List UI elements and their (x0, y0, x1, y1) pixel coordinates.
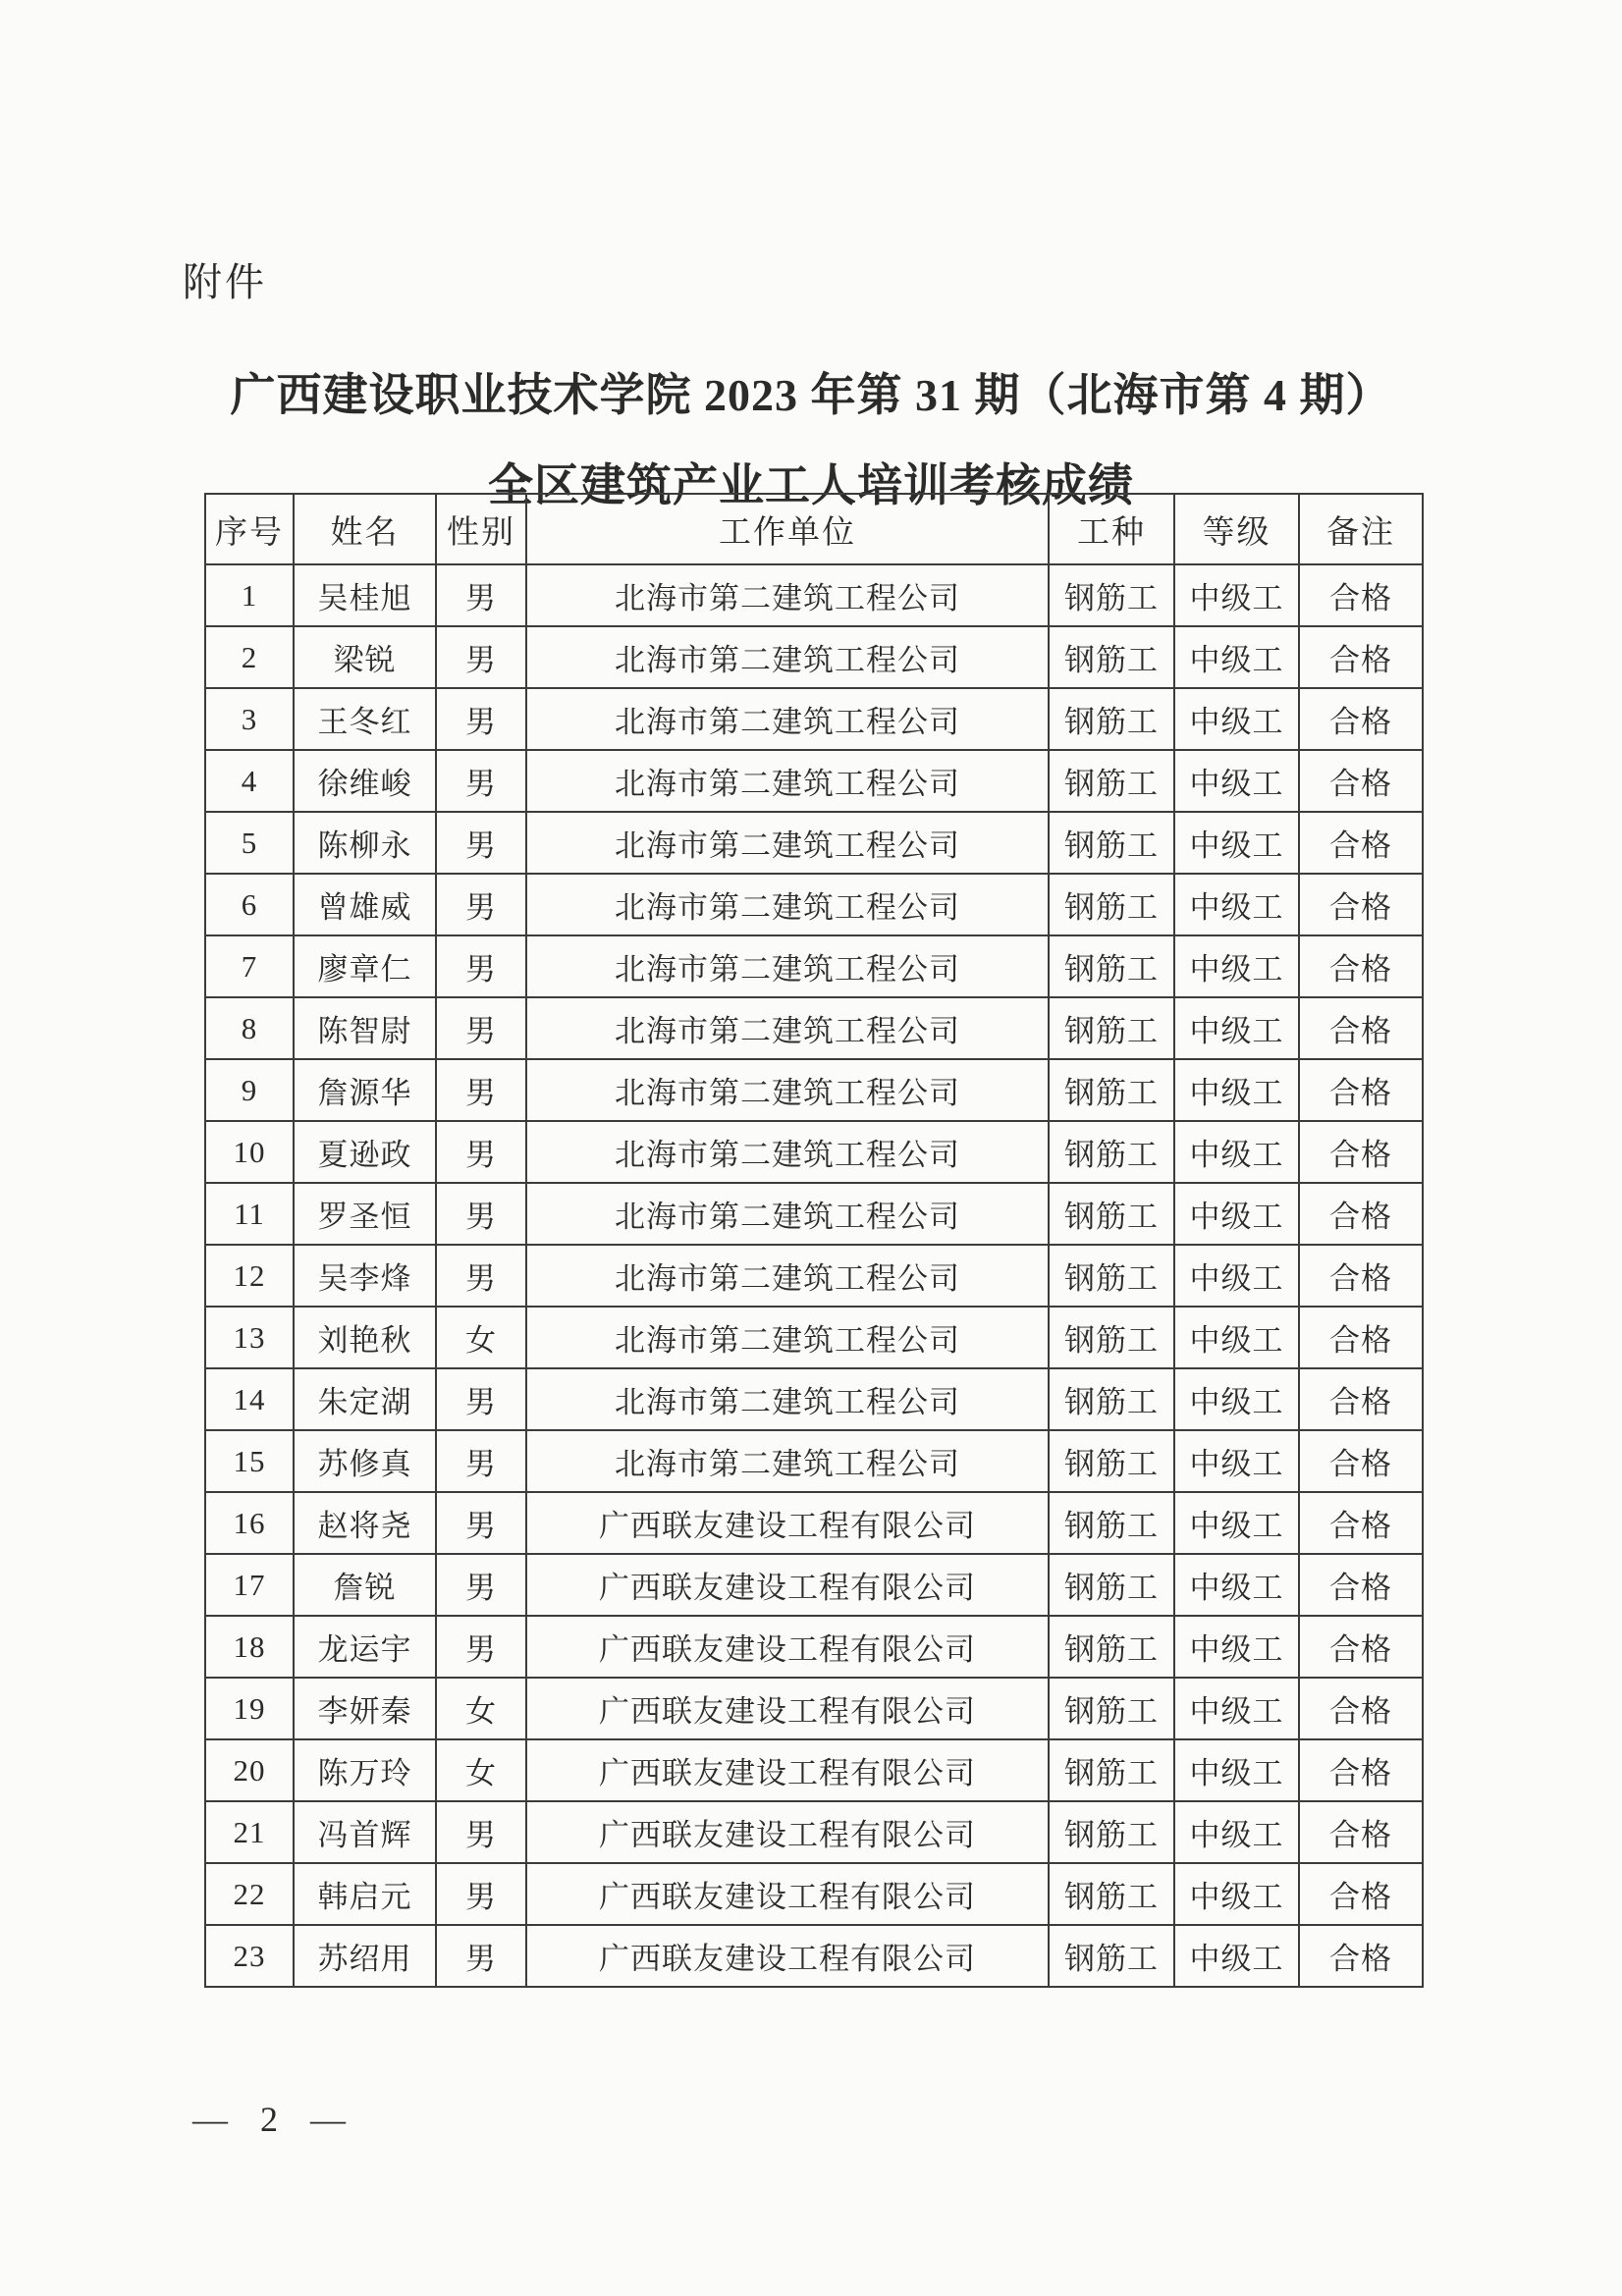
table-row (205, 874, 1423, 935)
work-unit-cell: 北海市第二建筑工程公司 (526, 1183, 1049, 1245)
index-cell: 23 (205, 1925, 294, 1987)
index-cell: 20 (205, 1739, 294, 1801)
index-cell: 19 (205, 1678, 294, 1739)
trade-cell: 钢筋工 (1049, 1863, 1174, 1925)
trade-cell: 钢筋工 (1049, 1430, 1174, 1492)
remark-cell: 合格 (1299, 750, 1423, 812)
level-cell: 中级工 (1174, 1678, 1299, 1739)
table-row (205, 1492, 1423, 1554)
remark-cell: 合格 (1299, 1925, 1423, 1987)
gender-cell: 男 (436, 1801, 526, 1863)
remark-cell: 合格 (1299, 1801, 1423, 1863)
remark-cell: 合格 (1299, 1863, 1423, 1925)
name-cell: 廖章仁 (294, 935, 436, 997)
work-unit-cell: 北海市第二建筑工程公司 (526, 1430, 1049, 1492)
table-row (205, 935, 1423, 997)
name-cell: 陈智尉 (294, 997, 436, 1059)
name-cell: 韩启元 (294, 1863, 436, 1925)
trade-cell: 钢筋工 (1049, 1245, 1174, 1307)
work-unit-cell: 北海市第二建筑工程公司 (526, 812, 1049, 874)
gender-cell: 女 (436, 1678, 526, 1739)
table-row (205, 1863, 1423, 1925)
trade-cell: 钢筋工 (1049, 1739, 1174, 1801)
work-unit-cell: 广西联友建设工程有限公司 (526, 1739, 1049, 1801)
table-row (205, 750, 1423, 812)
name-cell: 罗圣恒 (294, 1183, 436, 1245)
work-unit-cell: 北海市第二建筑工程公司 (526, 997, 1049, 1059)
index-cell: 3 (205, 688, 294, 750)
table-row (205, 1678, 1423, 1739)
trade-cell: 钢筋工 (1049, 1492, 1174, 1554)
name-cell: 徐维峻 (294, 750, 436, 812)
table-row (205, 1554, 1423, 1616)
header-cell-trade: 工种 (1049, 494, 1174, 564)
header-cell-index: 序号 (205, 494, 294, 564)
trade-cell: 钢筋工 (1049, 1616, 1174, 1678)
trade-cell: 钢筋工 (1049, 688, 1174, 750)
results-table (204, 493, 1424, 1988)
results-table-body (205, 564, 1423, 1987)
level-cell: 中级工 (1174, 935, 1299, 997)
name-cell: 吴李烽 (294, 1245, 436, 1307)
trade-cell: 钢筋工 (1049, 1678, 1174, 1739)
name-cell: 陈柳永 (294, 812, 436, 874)
gender-cell: 男 (436, 688, 526, 750)
remark-cell: 合格 (1299, 874, 1423, 935)
index-cell: 16 (205, 1492, 294, 1554)
name-cell: 王冬红 (294, 688, 436, 750)
remark-cell: 合格 (1299, 1554, 1423, 1616)
table-row (205, 1183, 1423, 1245)
work-unit-cell: 北海市第二建筑工程公司 (526, 1245, 1049, 1307)
header-cell-work-unit: 工作单位 (526, 494, 1049, 564)
index-cell: 7 (205, 935, 294, 997)
index-cell: 8 (205, 997, 294, 1059)
level-cell: 中级工 (1174, 1801, 1299, 1863)
table-row (205, 688, 1423, 750)
work-unit-cell: 北海市第二建筑工程公司 (526, 750, 1049, 812)
document-title-line1: 广西建设职业技术学院 2023 年第 31 期（北海市第 4 期） (230, 370, 1392, 420)
index-cell: 12 (205, 1245, 294, 1307)
index-cell: 21 (205, 1801, 294, 1863)
remark-cell: 合格 (1299, 1678, 1423, 1739)
level-cell: 中级工 (1174, 1430, 1299, 1492)
trade-cell: 钢筋工 (1049, 812, 1174, 874)
name-cell: 龙运宇 (294, 1616, 436, 1678)
name-cell: 赵将尧 (294, 1492, 436, 1554)
index-cell: 18 (205, 1616, 294, 1678)
gender-cell: 男 (436, 1492, 526, 1554)
trade-cell: 钢筋工 (1049, 1368, 1174, 1430)
level-cell: 中级工 (1174, 1554, 1299, 1616)
document-title-line2: 全区建筑产业工人培训考核成绩 (488, 460, 1134, 510)
work-unit-cell: 广西联友建设工程有限公司 (526, 1678, 1049, 1739)
remark-cell: 合格 (1299, 812, 1423, 874)
gender-cell: 男 (436, 1245, 526, 1307)
table-row (205, 997, 1423, 1059)
table-row (205, 626, 1423, 688)
level-cell: 中级工 (1174, 1616, 1299, 1678)
remark-cell: 合格 (1299, 688, 1423, 750)
level-cell: 中级工 (1174, 688, 1299, 750)
table-row (205, 1925, 1423, 1987)
gender-cell: 男 (436, 1121, 526, 1183)
gender-cell: 男 (436, 1430, 526, 1492)
name-cell: 梁锐 (294, 626, 436, 688)
index-cell: 6 (205, 874, 294, 935)
remark-cell: 合格 (1299, 1059, 1423, 1121)
remark-cell: 合格 (1299, 1492, 1423, 1554)
remark-cell: 合格 (1299, 1368, 1423, 1430)
index-cell: 4 (205, 750, 294, 812)
trade-cell: 钢筋工 (1049, 1801, 1174, 1863)
table-row (205, 1430, 1423, 1492)
index-cell: 15 (205, 1430, 294, 1492)
name-cell: 苏修真 (294, 1430, 436, 1492)
level-cell: 中级工 (1174, 874, 1299, 935)
level-cell: 中级工 (1174, 1368, 1299, 1430)
work-unit-cell: 广西联友建设工程有限公司 (526, 1863, 1049, 1925)
table-row (205, 812, 1423, 874)
index-cell: 11 (205, 1183, 294, 1245)
work-unit-cell: 广西联友建设工程有限公司 (526, 1801, 1049, 1863)
index-cell: 5 (205, 812, 294, 874)
table-row (205, 1245, 1423, 1307)
level-cell: 中级工 (1174, 1245, 1299, 1307)
table-row (205, 1616, 1423, 1678)
gender-cell: 男 (436, 812, 526, 874)
level-cell: 中级工 (1174, 1492, 1299, 1554)
work-unit-cell: 北海市第二建筑工程公司 (526, 1121, 1049, 1183)
index-cell: 1 (205, 564, 294, 626)
level-cell: 中级工 (1174, 1183, 1299, 1245)
remark-cell: 合格 (1299, 1430, 1423, 1492)
name-cell: 詹源华 (294, 1059, 436, 1121)
name-cell: 吴桂旭 (294, 564, 436, 626)
name-cell: 夏逊政 (294, 1121, 436, 1183)
trade-cell: 钢筋工 (1049, 750, 1174, 812)
remark-cell: 合格 (1299, 1245, 1423, 1307)
remark-cell: 合格 (1299, 564, 1423, 626)
gender-cell: 男 (436, 626, 526, 688)
work-unit-cell: 北海市第二建筑工程公司 (526, 1368, 1049, 1430)
gender-cell: 男 (436, 1863, 526, 1925)
trade-cell: 钢筋工 (1049, 1554, 1174, 1616)
remark-cell: 合格 (1299, 997, 1423, 1059)
level-cell: 中级工 (1174, 997, 1299, 1059)
level-cell: 中级工 (1174, 812, 1299, 874)
table-row (205, 1368, 1423, 1430)
name-cell: 朱定湖 (294, 1368, 436, 1430)
index-cell: 2 (205, 626, 294, 688)
gender-cell: 男 (436, 1554, 526, 1616)
trade-cell: 钢筋工 (1049, 564, 1174, 626)
level-cell: 中级工 (1174, 1059, 1299, 1121)
work-unit-cell: 北海市第二建筑工程公司 (526, 626, 1049, 688)
table-row (205, 1739, 1423, 1801)
work-unit-cell: 广西联友建设工程有限公司 (526, 1554, 1049, 1616)
trade-cell: 钢筋工 (1049, 935, 1174, 997)
work-unit-cell: 广西联友建设工程有限公司 (526, 1616, 1049, 1678)
results-table-header-row (205, 494, 1423, 564)
table-row (205, 1801, 1423, 1863)
work-unit-cell: 北海市第二建筑工程公司 (526, 1059, 1049, 1121)
trade-cell: 钢筋工 (1049, 1183, 1174, 1245)
name-cell: 曾雄威 (294, 874, 436, 935)
work-unit-cell: 北海市第二建筑工程公司 (526, 1307, 1049, 1368)
gender-cell: 男 (436, 874, 526, 935)
level-cell: 中级工 (1174, 1739, 1299, 1801)
gender-cell: 男 (436, 997, 526, 1059)
trade-cell: 钢筋工 (1049, 997, 1174, 1059)
table-row (205, 1307, 1423, 1368)
table-row (205, 1059, 1423, 1121)
trade-cell: 钢筋工 (1049, 1925, 1174, 1987)
work-unit-cell: 北海市第二建筑工程公司 (526, 688, 1049, 750)
gender-cell: 女 (436, 1307, 526, 1368)
name-cell: 李妍秦 (294, 1678, 436, 1739)
gender-cell: 男 (436, 1616, 526, 1678)
remark-cell: 合格 (1299, 935, 1423, 997)
level-cell: 中级工 (1174, 750, 1299, 812)
index-cell: 9 (205, 1059, 294, 1121)
attachment-label: 附件 (183, 260, 267, 304)
trade-cell: 钢筋工 (1049, 1059, 1174, 1121)
name-cell: 刘艳秋 (294, 1307, 436, 1368)
header-cell-level: 等级 (1174, 494, 1299, 564)
header-cell-remark: 备注 (1299, 494, 1423, 564)
header-cell-name: 姓名 (294, 494, 436, 564)
gender-cell: 男 (436, 1183, 526, 1245)
gender-cell: 男 (436, 1059, 526, 1121)
index-cell: 10 (205, 1121, 294, 1183)
name-cell: 陈万玲 (294, 1739, 436, 1801)
name-cell: 詹锐 (294, 1554, 436, 1616)
table-row (205, 1121, 1423, 1183)
header-cell-gender: 性别 (436, 494, 526, 564)
work-unit-cell: 北海市第二建筑工程公司 (526, 935, 1049, 997)
table-row (205, 564, 1423, 626)
gender-cell: 男 (436, 1925, 526, 1987)
index-cell: 14 (205, 1368, 294, 1430)
gender-cell: 男 (436, 1368, 526, 1430)
trade-cell: 钢筋工 (1049, 1307, 1174, 1368)
level-cell: 中级工 (1174, 564, 1299, 626)
remark-cell: 合格 (1299, 1307, 1423, 1368)
remark-cell: 合格 (1299, 1739, 1423, 1801)
remark-cell: 合格 (1299, 626, 1423, 688)
name-cell: 冯首辉 (294, 1801, 436, 1863)
trade-cell: 钢筋工 (1049, 626, 1174, 688)
name-cell: 苏绍用 (294, 1925, 436, 1987)
index-cell: 22 (205, 1863, 294, 1925)
work-unit-cell: 北海市第二建筑工程公司 (526, 874, 1049, 935)
remark-cell: 合格 (1299, 1121, 1423, 1183)
work-unit-cell: 广西联友建设工程有限公司 (526, 1925, 1049, 1987)
gender-cell: 男 (436, 564, 526, 626)
remark-cell: 合格 (1299, 1616, 1423, 1678)
gender-cell: 男 (436, 935, 526, 997)
work-unit-cell: 广西联友建设工程有限公司 (526, 1492, 1049, 1554)
level-cell: 中级工 (1174, 1307, 1299, 1368)
page-number: — 2 — (192, 2100, 357, 2139)
trade-cell: 钢筋工 (1049, 874, 1174, 935)
trade-cell: 钢筋工 (1049, 1121, 1174, 1183)
work-unit-cell: 北海市第二建筑工程公司 (526, 564, 1049, 626)
gender-cell: 女 (436, 1739, 526, 1801)
index-cell: 17 (205, 1554, 294, 1616)
gender-cell: 男 (436, 750, 526, 812)
index-cell: 13 (205, 1307, 294, 1368)
level-cell: 中级工 (1174, 1925, 1299, 1987)
remark-cell: 合格 (1299, 1183, 1423, 1245)
level-cell: 中级工 (1174, 1863, 1299, 1925)
level-cell: 中级工 (1174, 626, 1299, 688)
level-cell: 中级工 (1174, 1121, 1299, 1183)
